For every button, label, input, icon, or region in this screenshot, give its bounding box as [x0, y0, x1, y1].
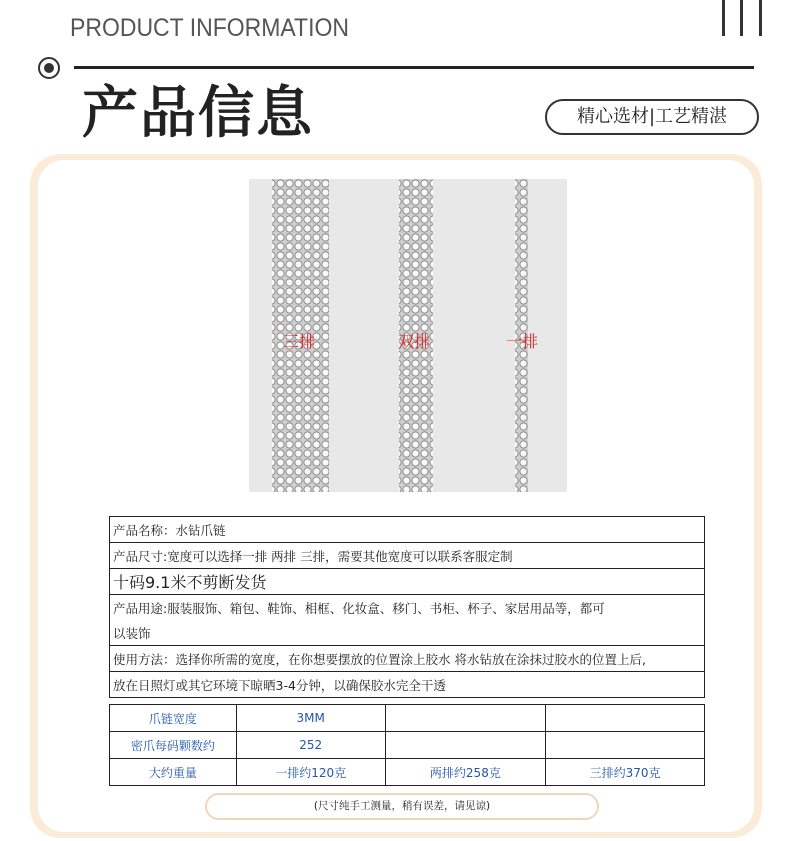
page-title: 产品信息: [82, 81, 314, 146]
spec-cell: 爪链宽度: [110, 705, 237, 732]
spec-cell: 两排约258克: [385, 759, 546, 786]
spec-cell: [546, 705, 705, 732]
slogan-badge: 精心选材|工艺精湛: [545, 99, 759, 135]
header-divider: [74, 66, 754, 69]
product-photo: [249, 179, 567, 492]
spec-row-weight: [110, 759, 705, 786]
info-name: 产品名称：水钻爪链: [110, 517, 705, 543]
spec-cell: 大约重量: [110, 759, 237, 786]
info-size: 产品尺寸:宽度可以选择一排 两排 三排，需要其他宽度可以联系客服定制: [110, 543, 705, 569]
label-double-row: 双排: [398, 332, 431, 351]
label-three-row: 三排: [283, 332, 316, 351]
info-usage-cont: 以装饰: [110, 620, 705, 646]
spec-cell: 一排约120克: [236, 759, 385, 786]
spec-cell: 252: [236, 732, 385, 759]
info-method: 使用方法：选择你所需的宽度，在你想要摆放的位置涂上胶水 将水钻放在涂抹过胶水的位置上后,: [110, 646, 705, 672]
info-usage: 产品用途:服装服饰、箱包、鞋饰、相框、化妆盒、移门、书柜、杯子、家居用品等，都可: [110, 595, 705, 621]
spec-cell: 三排约370克: [546, 759, 705, 786]
target-circle-icon: [38, 57, 60, 79]
spec-cell: [385, 732, 546, 759]
measurement-note: (尺寸纯手工测量，稍有误差，请见谅): [205, 793, 599, 820]
spec-row-count: [110, 732, 705, 759]
spec-cell: 密爪每码颗数约: [110, 732, 237, 759]
spec-cell: [546, 732, 705, 759]
spec-row-width: [110, 705, 705, 732]
info-length: 十码9.1米不剪断发货: [110, 569, 705, 595]
label-single-row: 一排: [506, 332, 539, 351]
info-method-cont: 放在日照灯或其它环境下晾晒3-4分钟，以确保胶水完全干透: [110, 672, 705, 698]
spec-table: [109, 704, 705, 786]
spec-cell: 3MM: [236, 705, 385, 732]
english-heading: PRODUCT INFORMATION: [70, 14, 349, 42]
product-info-table: [109, 516, 705, 698]
spec-cell: [385, 705, 546, 732]
